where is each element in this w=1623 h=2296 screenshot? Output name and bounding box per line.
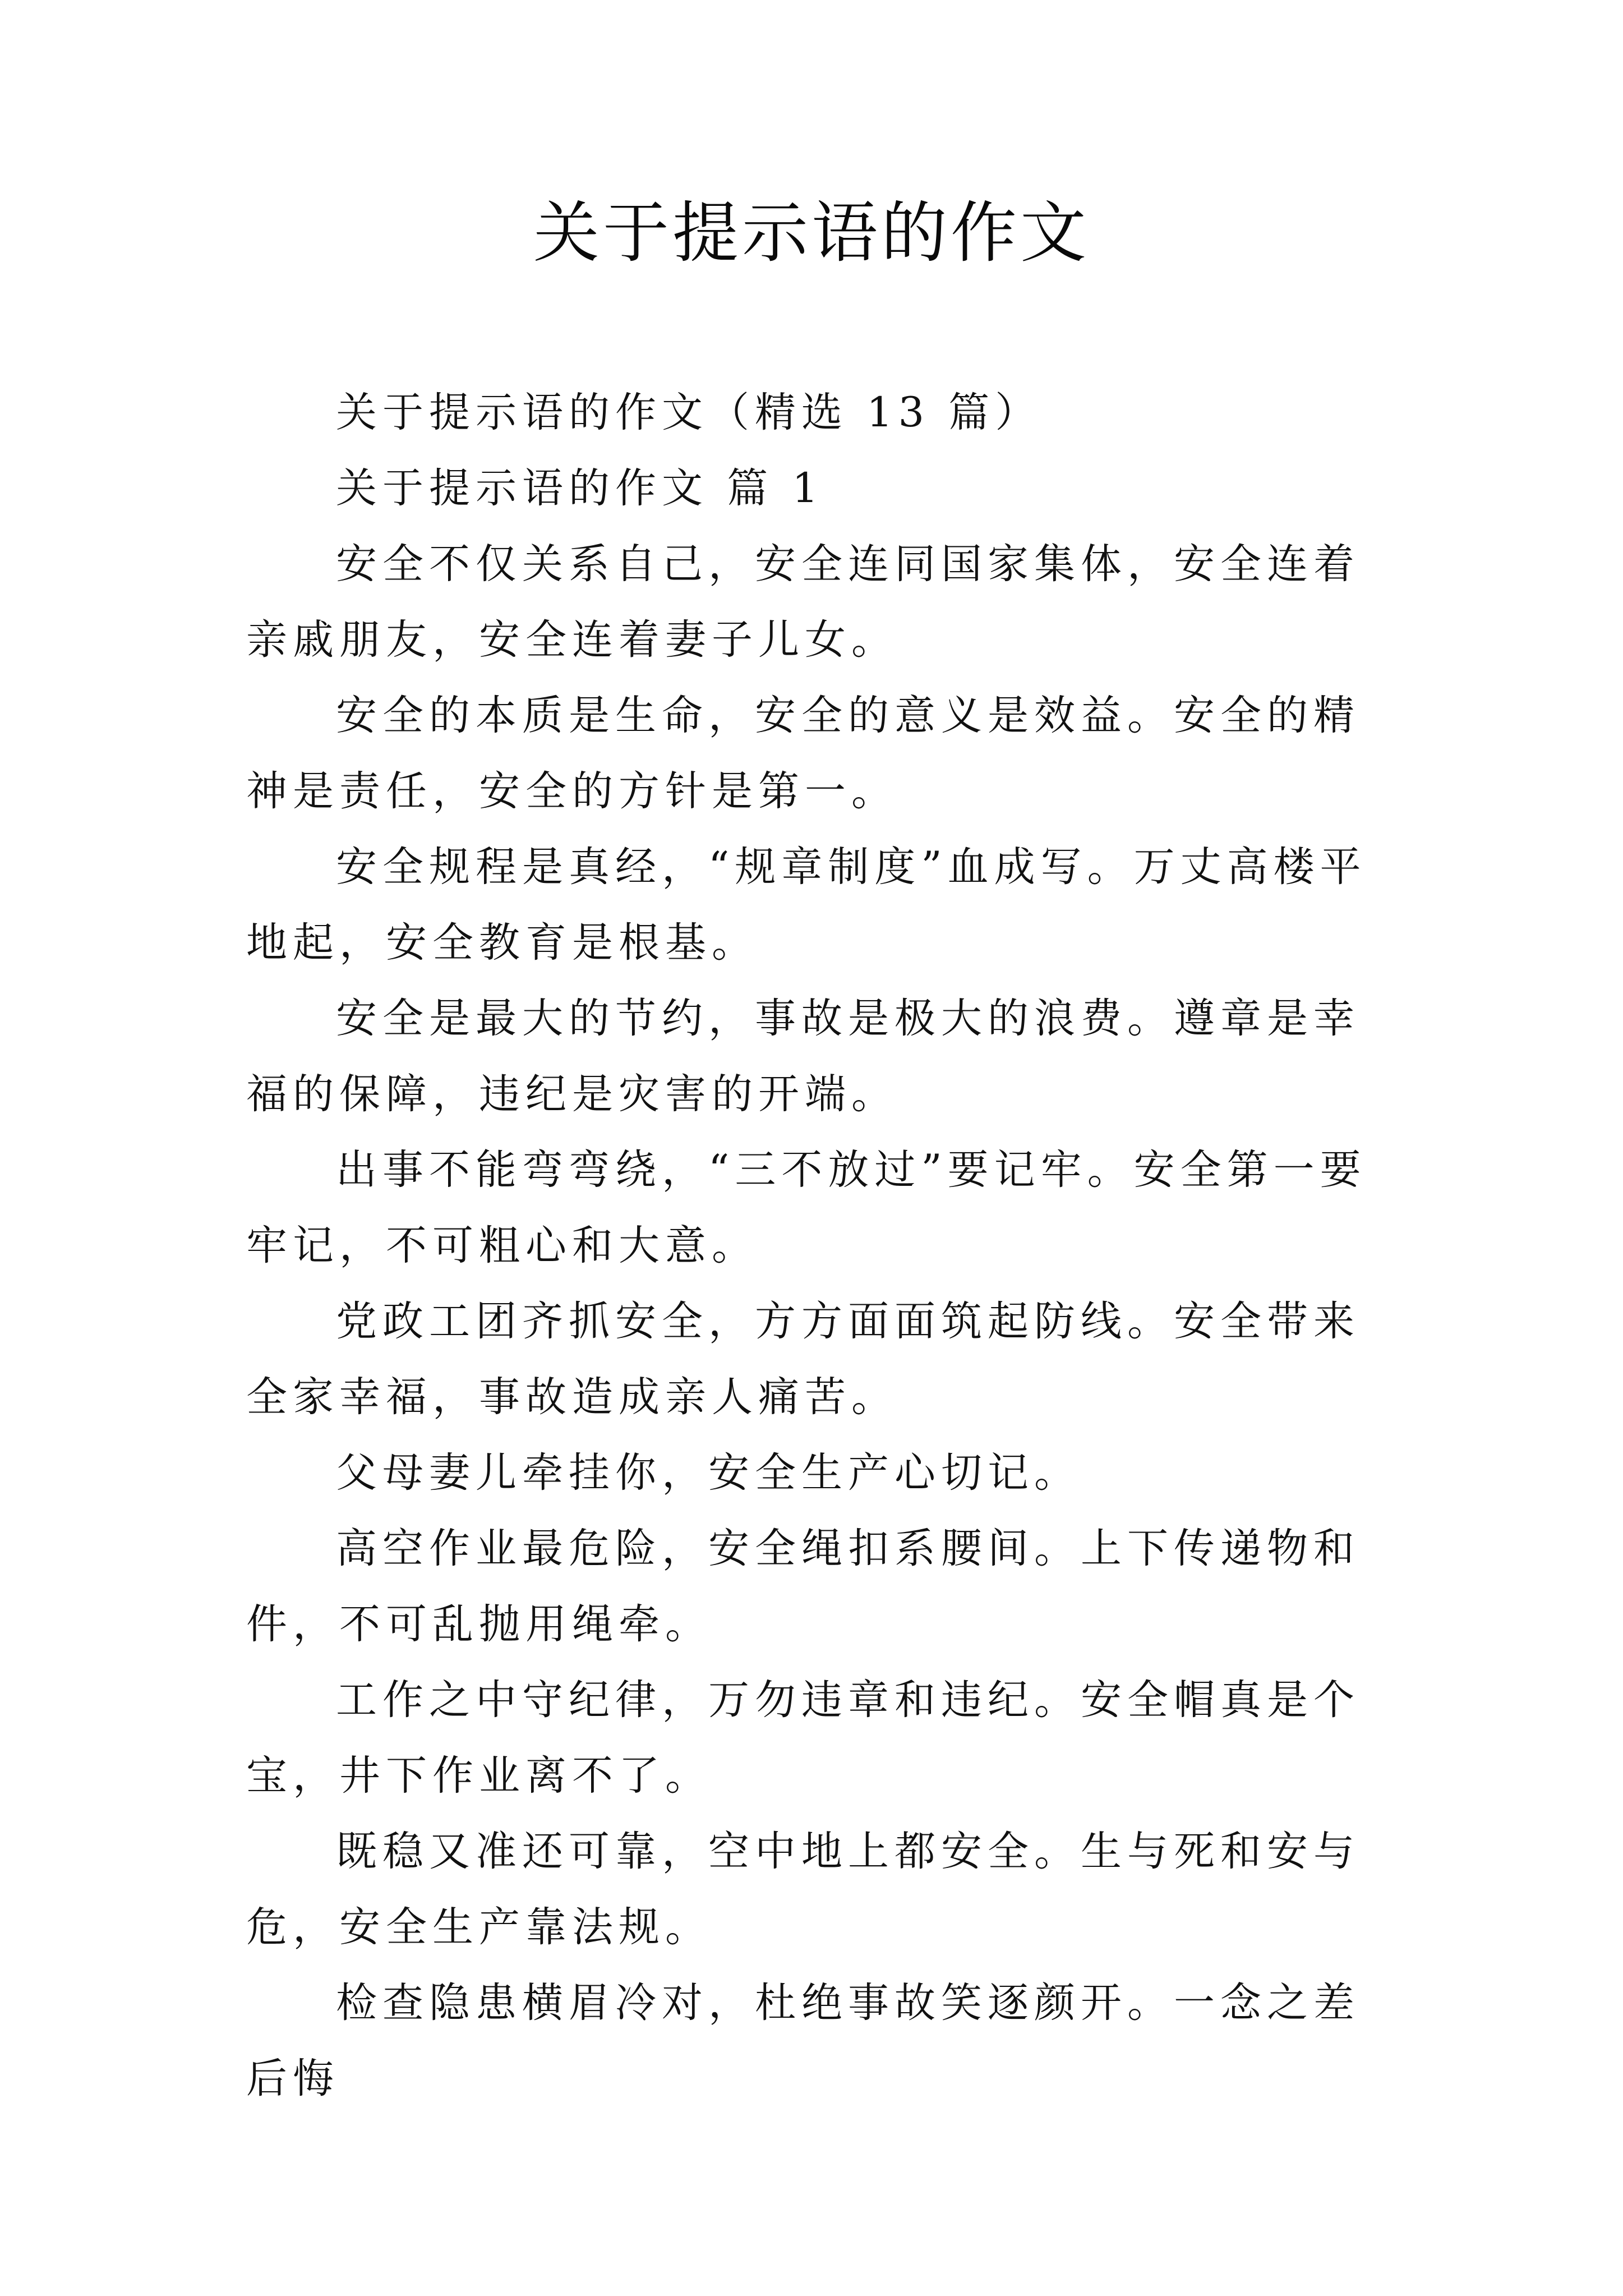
paragraph: 检查隐患横眉冷对，杜绝事故笑逐颜开。一念之差后悔 <box>246 1979 1360 2102</box>
paragraph: 安全不仅关系自己，安全连同国家集体，安全连着亲戚朋友，安全连着妻子儿女。 <box>246 540 1360 664</box>
paragraph: 安全规程是真经，“规章制度”血成写。万丈高楼平地起，安全教育是根基。 <box>246 843 1367 967</box>
section-heading: 关于提示语的作文 篇 1 <box>336 464 824 512</box>
paragraph: 安全是最大的节约，事故是极大的浪费。遵章是幸福的保障，违纪是灾害的开端。 <box>246 995 1360 1118</box>
paragraph: 高空作业最危险，安全绳扣系腰间。上下传递物和件，不可乱抛用绳牵。 <box>246 1525 1360 1648</box>
document-title: 关于提示语的作文 <box>533 194 1090 272</box>
paragraph: 工作之中守纪律，万勿违章和违纪。安全帽真是个宝，井下作业离不了。 <box>246 1676 1360 1800</box>
paragraph: 安全的本质是生命，安全的意义是效益。安全的精神是责任，安全的方针是第一。 <box>246 692 1360 815</box>
document-subtitle: 关于提示语的作文（精选 13 篇） <box>336 389 1042 436</box>
paragraph: 既稳又准还可靠，空中地上都安全。生与死和安与危，安全生产靠法规。 <box>246 1828 1360 1951</box>
paragraph: 党政工团齐抓安全，方方面面筑起防线。安全带来全家幸福，事故造成亲人痛苦。 <box>246 1297 1360 1421</box>
paragraph: 父母妻儿牵挂你，安全生产心切记。 <box>336 1449 1081 1497</box>
document-body <box>246 375 1393 2116</box>
paragraph: 出事不能弯弯绕，“三不放过”要记牢。安全第一要牢记，不可粗心和大意。 <box>246 1146 1367 1269</box>
